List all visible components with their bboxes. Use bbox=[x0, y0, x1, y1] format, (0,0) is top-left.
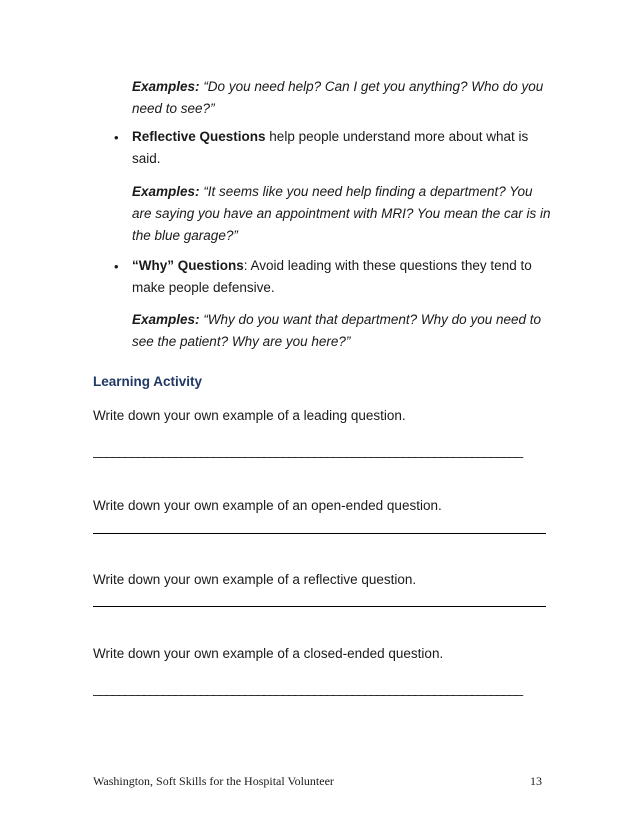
prompt-reflective-question: Write down your own example of a reflective question. bbox=[93, 572, 417, 587]
examples-label: Examples: bbox=[132, 79, 200, 94]
prompt-leading-question: Write down your own example of a leading question. bbox=[93, 408, 406, 423]
bullet-dot: • bbox=[114, 130, 119, 145]
examples-text: “Do you need help? Can I get you anything? Who do you need to see?” bbox=[132, 79, 544, 116]
examples-block-1 bbox=[132, 76, 552, 120]
answer-line-leading[interactable]: ____________________________________________________________________ bbox=[93, 443, 522, 458]
prompt-open-ended-question: Write down your own example of an open-ended question. bbox=[93, 498, 442, 513]
examples-block-2 bbox=[132, 181, 552, 247]
examples-text: “Why do you want that department? Why do you need to see the patient? Why are you here?” bbox=[132, 312, 542, 349]
learning-activity-heading: Learning Activity bbox=[93, 374, 203, 389]
examples-block-3 bbox=[132, 309, 552, 353]
reflective-questions-term: Reflective Questions bbox=[132, 129, 266, 144]
prompt-closed-ended-question: Write down your own example of a closed-ended question. bbox=[93, 646, 444, 661]
bullet-dot: • bbox=[114, 259, 119, 274]
reflective-questions-text: help people understand more about what is said. bbox=[132, 129, 529, 166]
answer-line-open-ended[interactable] bbox=[93, 533, 546, 534]
why-questions-item bbox=[132, 255, 552, 299]
why-questions-text: : Avoid leading with these questions they tend to make people defensive. bbox=[132, 258, 532, 295]
answer-line-reflective[interactable] bbox=[93, 606, 546, 607]
examples-label: Examples: bbox=[132, 312, 200, 327]
footer-title: Washington, Soft Skills for the Hospital Volunteer bbox=[93, 774, 334, 788]
examples-label: Examples: bbox=[132, 184, 200, 199]
why-questions-term: “Why” Questions bbox=[132, 258, 244, 273]
reflective-questions-item bbox=[132, 126, 552, 170]
page-number: 13 bbox=[530, 774, 542, 788]
answer-line-closed-ended[interactable]: ____________________________________________________________________ bbox=[93, 681, 522, 696]
examples-text: “It seems like you need help finding a department? You are saying you have an appointment with MRI? You mean the car is in the blue garage?” bbox=[132, 184, 551, 243]
